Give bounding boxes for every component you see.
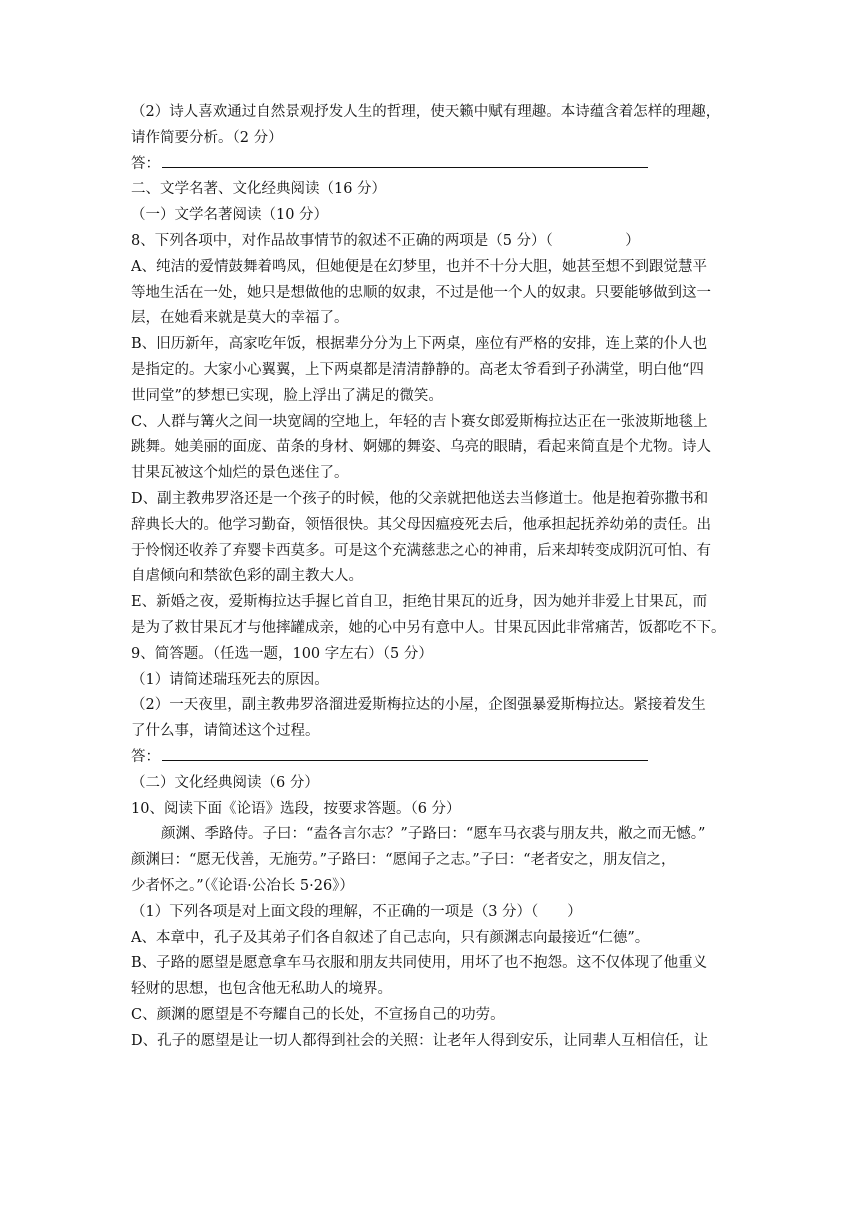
text-line bbox=[131, 693, 741, 719]
line-text: 是指定的。大家小心翼翼，上下两桌都是清清静静的。高老太爷看到子孙满堂，明白他“四 bbox=[131, 361, 704, 378]
line-text: 甘果瓦被这个灿烂的景色迷住了。 bbox=[131, 465, 349, 482]
text-line bbox=[131, 822, 741, 848]
line-text: D、孔子的愿望是让一切人都得到社会的关照：让老年人得到安乐，让同辈人互相信任，让 bbox=[131, 1032, 709, 1049]
line-text: 世同堂”的梦想已实现，脸上浮出了满足的微笑。 bbox=[131, 387, 443, 404]
text-line bbox=[131, 590, 741, 616]
line-text: 请作简要分析。（2 分） bbox=[131, 129, 283, 146]
text-line bbox=[131, 126, 741, 152]
text-line bbox=[131, 177, 741, 203]
text-line bbox=[131, 281, 741, 307]
line-text: （1）请简述瑞珏死去的原因。 bbox=[131, 671, 329, 688]
text-line bbox=[131, 435, 741, 461]
text-line bbox=[131, 926, 741, 952]
line-text: A、本章中，孔子及其弟子们各自叙述了自己志向，只有颜渊志向最接近“仁德”。 bbox=[131, 929, 650, 946]
line-text: 二、文学名著、文化经典阅读（16 分） bbox=[131, 181, 387, 198]
answer-label: 答： bbox=[131, 748, 160, 765]
line-text: （1）下列各项是对上面文段的理解，不正确的一项是（3 分）（ ） bbox=[131, 903, 582, 920]
line-text: 自虐倾向和禁欲色彩的副主教大人。 bbox=[131, 568, 363, 585]
answer-row bbox=[131, 745, 741, 771]
line-text: （2）一天夜里，副主教弗罗洛溜进爱斯梅拉达的小屋，企图强暴爱斯梅拉达。紧接着发生 bbox=[131, 697, 706, 714]
text-line bbox=[131, 539, 741, 565]
text-line bbox=[131, 255, 741, 281]
text-line bbox=[131, 358, 741, 384]
line-text: （2）诗人喜欢通过自然景观抒发人生的哲理，使天籁中赋有理趣。本诗蕴含着怎样的理趣， bbox=[131, 104, 721, 120]
line-text: E、新婚之夜，爱斯梅拉达手握匕首自卫，拒绝甘果瓦的近身，因为她并非爱上甘果瓦，而 bbox=[131, 594, 708, 611]
line-text: B、旧历新年，高家吃年饭，根据辈分分为上下两桌，座位有严格的安排，连上菜的仆人也 bbox=[131, 336, 708, 353]
text-line bbox=[131, 513, 741, 539]
answer-blank-line[interactable] bbox=[162, 746, 648, 761]
text-line bbox=[131, 719, 741, 745]
text-line bbox=[131, 951, 741, 977]
text-line bbox=[131, 848, 741, 874]
line-text: 8、下列各项中，对作品故事情节的叙述不正确的两项是（5 分）（ ） bbox=[131, 232, 640, 249]
line-text: 9、简答题。（任选一题，100 字左右）（5 分） bbox=[131, 645, 433, 662]
answer-label: 答： bbox=[131, 155, 160, 172]
line-text: 辞典长大的。他学习勤奋，领悟很快。其父母因瘟疫死去后，他承担起抚养幼弟的责任。出 bbox=[131, 516, 711, 533]
text-line bbox=[131, 332, 741, 358]
line-text: 跳舞。她美丽的面庞、苗条的身材、婀娜的舞姿、乌亮的眼睛，看起来简直是个尤物。诗人 bbox=[131, 439, 711, 456]
text-line bbox=[131, 616, 741, 642]
text-line bbox=[131, 977, 741, 1003]
line-text: D、副主教弗罗洛还是一个孩子的时候，他的父亲就把他送去当修道士。他是抱着弥撒书和 bbox=[131, 490, 709, 507]
line-text: C、人群与篝火之间一块宽阔的空地上，年轻的吉卜赛女郎爱斯梅拉达正在一张波斯地毯上 bbox=[131, 413, 708, 430]
text-line bbox=[131, 564, 741, 590]
line-text: 等地生活在一处，她只是想做他的忠顺的奴隶，不过是他一个人的奴隶。只要能够做到这一 bbox=[131, 284, 711, 301]
line-text: B、子路的愿望是愿意拿车马衣服和朋友共同使用，用坏了也不抱怨。这不仅体现了他重义 bbox=[131, 955, 708, 972]
line-text: 层，在她看来就是莫大的幸福了。 bbox=[131, 310, 349, 327]
text-line bbox=[131, 1003, 741, 1029]
line-text: 了什么事，请简述这个过程。 bbox=[131, 723, 320, 740]
line-text: C、颜渊的愿望是不夸耀自己的长处，不宣扬自己的功劳。 bbox=[131, 1006, 505, 1023]
text-line bbox=[131, 461, 741, 487]
text-line bbox=[131, 771, 741, 797]
text-line bbox=[131, 229, 741, 255]
text-line bbox=[131, 1029, 741, 1055]
answer-row bbox=[131, 152, 741, 178]
line-text: 颜渊、季路侍。子曰：“盍各言尔志？”子路曰：“愿车马衣裘与朋友共，敝之而无憾。” bbox=[161, 826, 706, 843]
text-line bbox=[131, 487, 741, 513]
line-text: （二）文化经典阅读（6 分） bbox=[131, 774, 319, 791]
line-text: （一）文学名著阅读（10 分） bbox=[131, 207, 329, 224]
line-text: 10、阅读下面《论语》选段，按要求答题。（6 分） bbox=[131, 800, 461, 817]
line-text: 颜渊曰：“愿无伐善，无施劳。”子路曰：“愿闻子之志。”子曰：“老者安之，朋友信之， bbox=[131, 852, 676, 869]
text-line bbox=[131, 874, 741, 900]
line-text: 轻财的思想，也包含他无私助人的境界。 bbox=[131, 981, 392, 998]
line-text: 少者怀之。”（《论语·公冶长 5·26》） bbox=[131, 877, 354, 894]
exam-page bbox=[131, 100, 741, 1054]
text-line bbox=[131, 100, 741, 126]
line-text: A、纯洁的爱情鼓舞着鸣凤，但她便是在幻梦里，也并不十分大胆，她甚至想不到跟觉慧平 bbox=[131, 258, 707, 275]
line-text: 于怜悯还收养了弃婴卡西莫多。可是这个充满慈悲之心的神甫，后来却转变成阴沉可怕、有 bbox=[131, 542, 711, 559]
text-line bbox=[131, 384, 741, 410]
text-line bbox=[131, 410, 741, 436]
text-line bbox=[131, 642, 741, 668]
line-text: 是为了救甘果瓦才与他摔罐成亲，她的心中另有意中人。甘果瓦因此非常痛苦，饭都吃不下。 bbox=[131, 619, 726, 636]
text-line bbox=[131, 306, 741, 332]
text-line bbox=[131, 203, 741, 229]
text-line bbox=[131, 797, 741, 823]
text-line bbox=[131, 668, 741, 694]
answer-blank-line[interactable] bbox=[162, 153, 648, 168]
text-line bbox=[131, 900, 741, 926]
